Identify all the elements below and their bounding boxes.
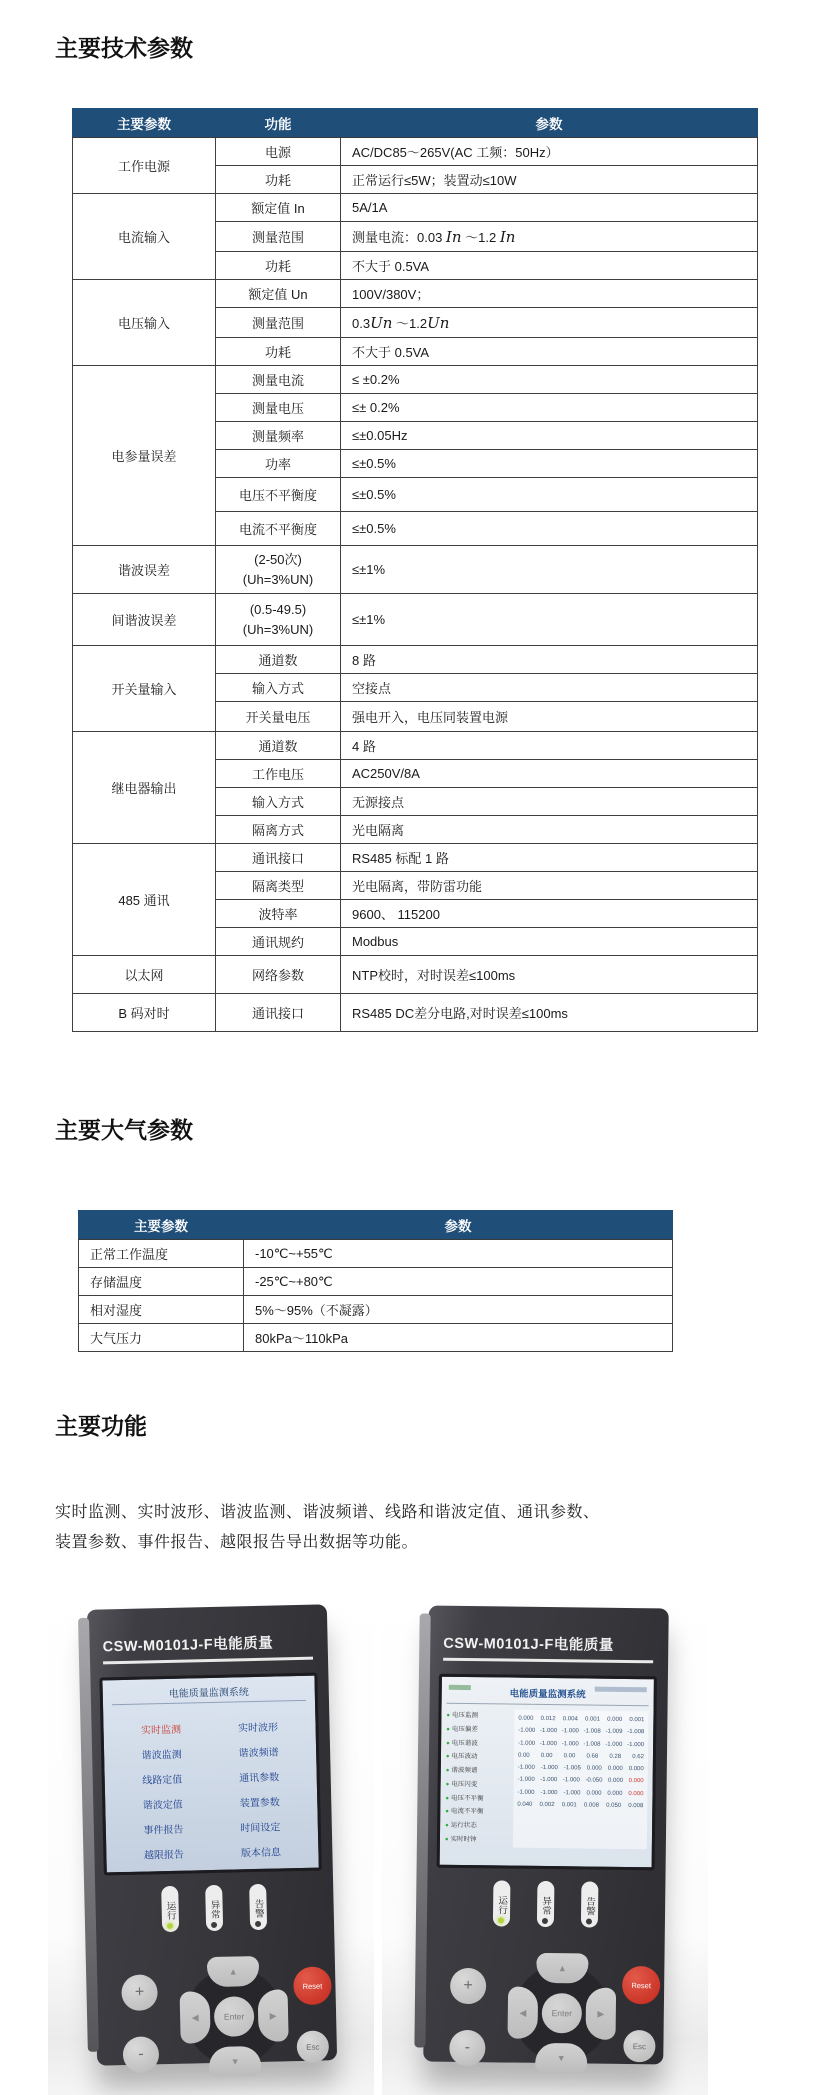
lcd-grid-value: 0.000	[628, 1790, 644, 1798]
value-cell: 4 路	[341, 732, 758, 760]
status-dot-icon: ●	[445, 1754, 450, 1761]
lcd-data-grid	[513, 1710, 649, 1849]
lcd-grid-value: -1.000	[627, 1741, 645, 1748]
value-cell: 9600、 115200	[341, 900, 758, 928]
status-dot-icon: ●	[446, 1712, 451, 1720]
device-front-panel	[87, 1605, 337, 2066]
lcd-grid-value: -1.000	[539, 1740, 557, 1747]
value-cell: Modbus	[341, 928, 758, 956]
atmos-col-header: 参数	[244, 1211, 673, 1240]
function-cell: 功耗	[216, 166, 341, 194]
led-label: 告警	[584, 1896, 596, 1916]
value-cell: 100V/380V；	[341, 280, 758, 308]
lcd-grid-value: -1.000	[563, 1790, 581, 1797]
param-name-cell: 存储温度	[79, 1268, 244, 1296]
value-cell: ≤±0.5%	[341, 450, 758, 478]
lcd-grid-value: 0.000	[607, 1716, 623, 1724]
lcd-grid-value: 0.28	[609, 1753, 622, 1760]
lcd-menu-item: 线路定值	[142, 1774, 183, 1787]
lcd-grid-value: -1.008	[583, 1741, 601, 1748]
value-cell: NTP校时，对时误差≤100ms	[341, 956, 758, 994]
lcd-menu-item: 越限报告	[143, 1849, 185, 1862]
lcd-menu-item: 通讯参数	[239, 1772, 280, 1785]
lcd-grid-value: -1.000	[561, 1728, 579, 1735]
lcd-grid-value: 0.050	[606, 1802, 622, 1810]
function-cell: 测量范围	[216, 308, 341, 338]
esc-button: Esc	[623, 2030, 655, 2062]
lcd-grid-value: 0.012	[540, 1716, 556, 1723]
value-cell: AC250V/8A	[341, 760, 758, 788]
lcd-grid-value: 0.000	[518, 1715, 534, 1723]
lcd-grid-value: 0.000	[586, 1790, 602, 1797]
lcd-grid-value: 0.008	[583, 1802, 599, 1809]
value-cell: 光电隔离	[341, 816, 758, 844]
down-arrow-button: ▼	[209, 2046, 262, 2077]
lcd-grid-value: 0.000	[607, 1766, 623, 1773]
led-abnormal	[536, 1881, 554, 1927]
lcd-grid-value: 0.00	[563, 1753, 576, 1760]
lcd-menu-item: 实时波形	[237, 1722, 279, 1735]
function-cell: 隔离方式	[216, 816, 341, 844]
atmos-table-body	[79, 1240, 673, 1352]
led-dot-icon	[211, 1922, 217, 1928]
function-cell: 隔离类型	[216, 872, 341, 900]
value-cell: 5A/1A	[341, 194, 758, 222]
lcd-menu-item: 谐波监测	[141, 1749, 182, 1762]
enter-button: Enter	[214, 1996, 255, 2037]
device-photo-right	[382, 1575, 708, 2095]
led-dot-icon	[167, 1923, 173, 1929]
lcd-grid-value: 0.040	[517, 1801, 533, 1809]
up-arrow-button: ▲	[207, 1956, 260, 1987]
value-cell: 5%～95%（不凝露）	[244, 1296, 673, 1324]
lcd-grid-value: -1.000	[540, 1765, 558, 1772]
section-title-atmos: 主要大气参数	[55, 1117, 193, 1143]
value-cell: -25℃~+80℃	[244, 1268, 673, 1296]
tech-spec-table	[72, 108, 758, 1032]
section-title-functions: 主要功能	[55, 1413, 147, 1439]
lcd-grid-value: -1.000	[605, 1741, 623, 1748]
function-cell: 开关量电压	[216, 702, 341, 732]
function-cell: 功耗	[216, 252, 341, 280]
lcd-grid-value: 0.000	[586, 1765, 602, 1773]
param-group-cell: 谐波误差	[73, 546, 216, 594]
param-group-cell: 电流输入	[73, 194, 216, 280]
function-cell: 测量范围	[216, 222, 341, 252]
param-name-cell: 相对湿度	[79, 1296, 244, 1324]
function-cell: 电压不平衡度	[216, 478, 341, 512]
lcd-grid-value: -1.000	[561, 1740, 579, 1748]
left-arrow-button: ◀	[180, 1991, 211, 2044]
value-cell: RS485 DC差分电路,对时误差≤100ms	[341, 994, 758, 1032]
value-cell: ≤ ±0.2%	[341, 366, 758, 394]
lcd-list-item: ● 运行状态	[445, 1822, 477, 1830]
function-cell: 功耗	[216, 338, 341, 366]
lcd-list-item: ● 电压波动	[445, 1753, 478, 1761]
lcd-grid-value: -1.000	[540, 1777, 558, 1784]
lcd-list-item: ● 电流不平衡	[445, 1808, 484, 1816]
lcd-grid-value: 0.004	[562, 1716, 578, 1723]
reset-button: Reset	[622, 1966, 660, 2004]
value-cell: -10℃~+55℃	[244, 1240, 673, 1268]
lcd-grid-value: 0.000	[607, 1778, 624, 1785]
left-arrow-button: ◀	[508, 1987, 539, 2039]
lcd-menu	[112, 1718, 309, 1862]
led-dot-icon	[542, 1918, 548, 1924]
tech-table-head	[73, 109, 758, 138]
led-run	[492, 1881, 510, 1927]
led-dot-icon	[586, 1919, 592, 1925]
lcd-menu-item: 版本信息	[240, 1847, 282, 1860]
status-dot-icon: ●	[444, 1836, 449, 1843]
lcd-grid-row	[517, 1799, 643, 1813]
status-dot-icon: ●	[445, 1781, 450, 1788]
param-group-cell: 485 通讯	[73, 844, 216, 956]
device-photos	[48, 1575, 839, 2095]
value-cell: 空接点	[341, 674, 758, 702]
param-group-cell: 电压输入	[73, 280, 216, 366]
lcd-grid-value: -1.000	[517, 1765, 535, 1772]
function-cell: 功率	[216, 450, 341, 478]
right-arrow-button: ▶	[586, 1988, 617, 2040]
lcd-list-item: ● 电压谐波	[446, 1739, 478, 1747]
lcd-grid-value: -1.000	[518, 1728, 536, 1735]
led-label: 运行	[496, 1895, 508, 1915]
section-title-tech: 主要技术参数	[55, 35, 193, 61]
lcd-grid-value: 0.001	[629, 1717, 645, 1724]
device-lcd-screen	[437, 1674, 657, 1871]
minus-button: -	[123, 2036, 160, 2073]
led-alarm	[249, 1884, 267, 1930]
param-name-cell: 正常工作温度	[79, 1240, 244, 1268]
value-cell: 正常运行≤5W；装置动≤10W	[341, 166, 758, 194]
lcd-grid-value: -1.000	[517, 1789, 535, 1796]
lcd-grid-value: 0.62	[632, 1754, 644, 1761]
esc-button: Esc	[296, 2031, 329, 2064]
lcd-list-item: ● 电压监测	[446, 1712, 479, 1720]
lcd-grid-value: -1.008	[627, 1729, 645, 1736]
lcd-list-item: ● 谐波频谱	[445, 1767, 478, 1775]
function-cell: 输入方式	[216, 788, 341, 816]
function-cell: (2-50次) (Uh=3%UN)	[216, 546, 341, 594]
led-run	[161, 1886, 179, 1932]
function-cell: 工作电压	[216, 760, 341, 788]
atmos-table-head	[79, 1211, 673, 1240]
status-dot-icon: ●	[446, 1740, 450, 1747]
lcd-list-item: ● 实时时钟	[444, 1835, 477, 1844]
param-group-cell: B 码对时	[73, 994, 216, 1032]
led-abnormal	[205, 1885, 223, 1931]
keypad	[423, 1942, 665, 2095]
lcd-status-list	[445, 1709, 511, 1847]
param-name-cell: 大气压力	[79, 1324, 244, 1352]
tech-col-header: 功能	[216, 109, 341, 138]
down-arrow-button: ▼	[535, 2043, 587, 2074]
param-group-cell: 电参量误差	[73, 366, 216, 546]
lcd-grid-value: 0.002	[539, 1802, 555, 1809]
device-front-panel	[423, 1606, 669, 2065]
device-lcd-screen	[99, 1673, 321, 1876]
value-cell: ≤± 0.2%	[341, 394, 758, 422]
function-cell: 通讯接口	[216, 844, 341, 872]
param-group-cell: 开关量输入	[73, 646, 216, 732]
lcd-grid-value: -1.000	[518, 1740, 536, 1747]
lcd-grid-value: 0.00	[540, 1753, 553, 1760]
lcd-grid-value: -1.000	[562, 1777, 580, 1785]
led-dot-icon	[498, 1918, 504, 1924]
led-indicators	[93, 1882, 334, 1933]
status-dot-icon: ●	[445, 1768, 450, 1775]
lcd-title: 电能质量监测系统	[112, 1682, 306, 1705]
keypad	[95, 1944, 339, 2095]
value-cell: 不大于 0.5VA	[341, 252, 758, 280]
led-label: 告警	[252, 1898, 264, 1918]
functions-paragraph: 实时监测、实时波形、谐波监测、谐波频谱、线路和谐波定值、通讯参数、装置参数、事件报告、越限报告导出数据等功能。	[55, 1504, 600, 1551]
lcd-grid-value: 0.008	[628, 1803, 644, 1810]
lcd-grid-value: -1.000	[540, 1728, 558, 1735]
led-dot-icon	[255, 1921, 261, 1927]
lcd-grid-value: 0.00	[517, 1752, 530, 1759]
function-cell: 测量电压	[216, 394, 341, 422]
device-brand-label: CSW-M0101J-F电能质量	[102, 1631, 313, 1665]
param-group-cell: 继电器输出	[73, 732, 216, 844]
function-cell: 额定值 Un	[216, 280, 341, 308]
value-cell: ≤±0.5%	[341, 478, 758, 512]
lcd-grid-value: -1.009	[605, 1729, 623, 1736]
enter-button: Enter	[542, 1993, 582, 2033]
function-cell: 网络参数	[216, 956, 341, 994]
value-cell: ≤±0.5%	[341, 512, 758, 546]
status-dot-icon: ●	[445, 1823, 449, 1830]
param-group-cell: 间谐波误差	[73, 594, 216, 646]
lcd-grid-value: 0.001	[584, 1716, 601, 1723]
led-label: 异常	[540, 1895, 552, 1915]
value-cell: 强电开入，电压同装置电源	[341, 702, 758, 732]
status-dot-icon: ●	[446, 1726, 450, 1733]
dpad	[505, 1953, 618, 2074]
value-cell: 80kPa～110kPa	[244, 1324, 673, 1352]
function-cell: (0.5-49.5) (Uh=3%UN)	[216, 594, 341, 646]
right-arrow-button: ▶	[258, 1990, 289, 2043]
lcd-menu-item: 事件报告	[143, 1824, 184, 1837]
function-cell: 电流不平衡度	[216, 512, 341, 546]
led-label: 异常	[208, 1899, 220, 1919]
minus-button: -	[449, 2030, 485, 2066]
lcd-grid-value: 0.000	[607, 1790, 623, 1797]
lcd-menu-item: 装置参数	[239, 1797, 280, 1810]
param-group-cell: 工作电源	[73, 138, 216, 194]
lcd-menu-item: 实时监测	[140, 1724, 182, 1737]
param-group-cell: 以太网	[73, 956, 216, 994]
dpad	[177, 1955, 292, 2078]
lcd-menu-item: 时间设定	[240, 1822, 281, 1835]
value-cell: 测量电流：0.03 In ～1.2 In	[341, 222, 758, 252]
lcd-grid-value: -1.008	[583, 1728, 601, 1736]
value-cell: 不大于 0.5VA	[341, 338, 758, 366]
value-cell: 8 路	[341, 646, 758, 674]
tech-col-header: 主要参数	[73, 109, 216, 138]
lcd-menu-item: 谐波定值	[142, 1799, 183, 1812]
function-cell: 波特率	[216, 900, 341, 928]
up-arrow-button: ▲	[536, 1953, 588, 1984]
lcd-grid-value: 0.68	[586, 1753, 599, 1760]
tech-table-body	[73, 138, 758, 1032]
plus-button: +	[121, 1974, 158, 2011]
lcd-list-item: ● 电压偏差	[446, 1725, 478, 1734]
function-cell: 测量电流	[216, 366, 341, 394]
atmos-spec-table	[78, 1210, 673, 1352]
function-cell: 额定值 In	[216, 194, 341, 222]
lcd-list-item: ● 电压不平衡	[445, 1794, 484, 1803]
lcd-grid-value: 0.000	[628, 1778, 644, 1785]
value-cell: AC/DC85～265V(AC 工频：50Hz）	[341, 138, 758, 166]
value-cell: RS485 标配 1 路	[341, 844, 758, 872]
lcd-grid-value: -1.000	[540, 1789, 558, 1797]
value-cell: 无源接点	[341, 788, 758, 816]
led-label: 运行	[164, 1900, 176, 1920]
led-alarm	[580, 1882, 598, 1928]
value-cell: 光电隔离，带防雷功能	[341, 872, 758, 900]
lcd-grid-value: -1.005	[563, 1765, 581, 1772]
function-cell: 通道数	[216, 732, 341, 760]
lcd-grid-value: 0.001	[561, 1802, 577, 1809]
value-cell: ≤±1%	[341, 546, 758, 594]
function-cell: 输入方式	[216, 674, 341, 702]
value-cell: ≤±0.05Hz	[341, 422, 758, 450]
plus-button: +	[450, 1968, 486, 2004]
value-cell: ≤±1%	[341, 594, 758, 646]
status-dot-icon: ●	[445, 1795, 450, 1802]
function-cell: 通讯规约	[216, 928, 341, 956]
device-photo-left	[48, 1575, 374, 2095]
lcd-grid-value: -1.000	[517, 1777, 535, 1784]
lcd-menu-item: 谐波频谱	[238, 1747, 279, 1760]
device-brand-label: CSW-M0101J-F电能质量	[443, 1632, 653, 1664]
lcd-header	[447, 1681, 649, 1706]
lcd-grid-value: -0.050	[585, 1778, 603, 1785]
function-cell: 电源	[216, 138, 341, 166]
function-cell: 通讯接口	[216, 994, 341, 1032]
tech-col-header: 参数	[341, 109, 758, 138]
function-cell: 测量频率	[216, 422, 341, 450]
reset-button: Reset	[293, 1967, 332, 2006]
function-cell: 通道数	[216, 646, 341, 674]
atmos-col-header: 主要参数	[79, 1211, 244, 1240]
lcd-list-item: ● 电压闪变	[445, 1780, 478, 1789]
lcd-title: 电能质量监测系统	[509, 1688, 586, 1701]
lcd-grid-value: 0.000	[628, 1766, 644, 1773]
value-cell: 0.3Un ～1.2Un	[341, 308, 758, 338]
status-dot-icon: ●	[445, 1809, 449, 1816]
led-indicators	[425, 1880, 666, 1929]
